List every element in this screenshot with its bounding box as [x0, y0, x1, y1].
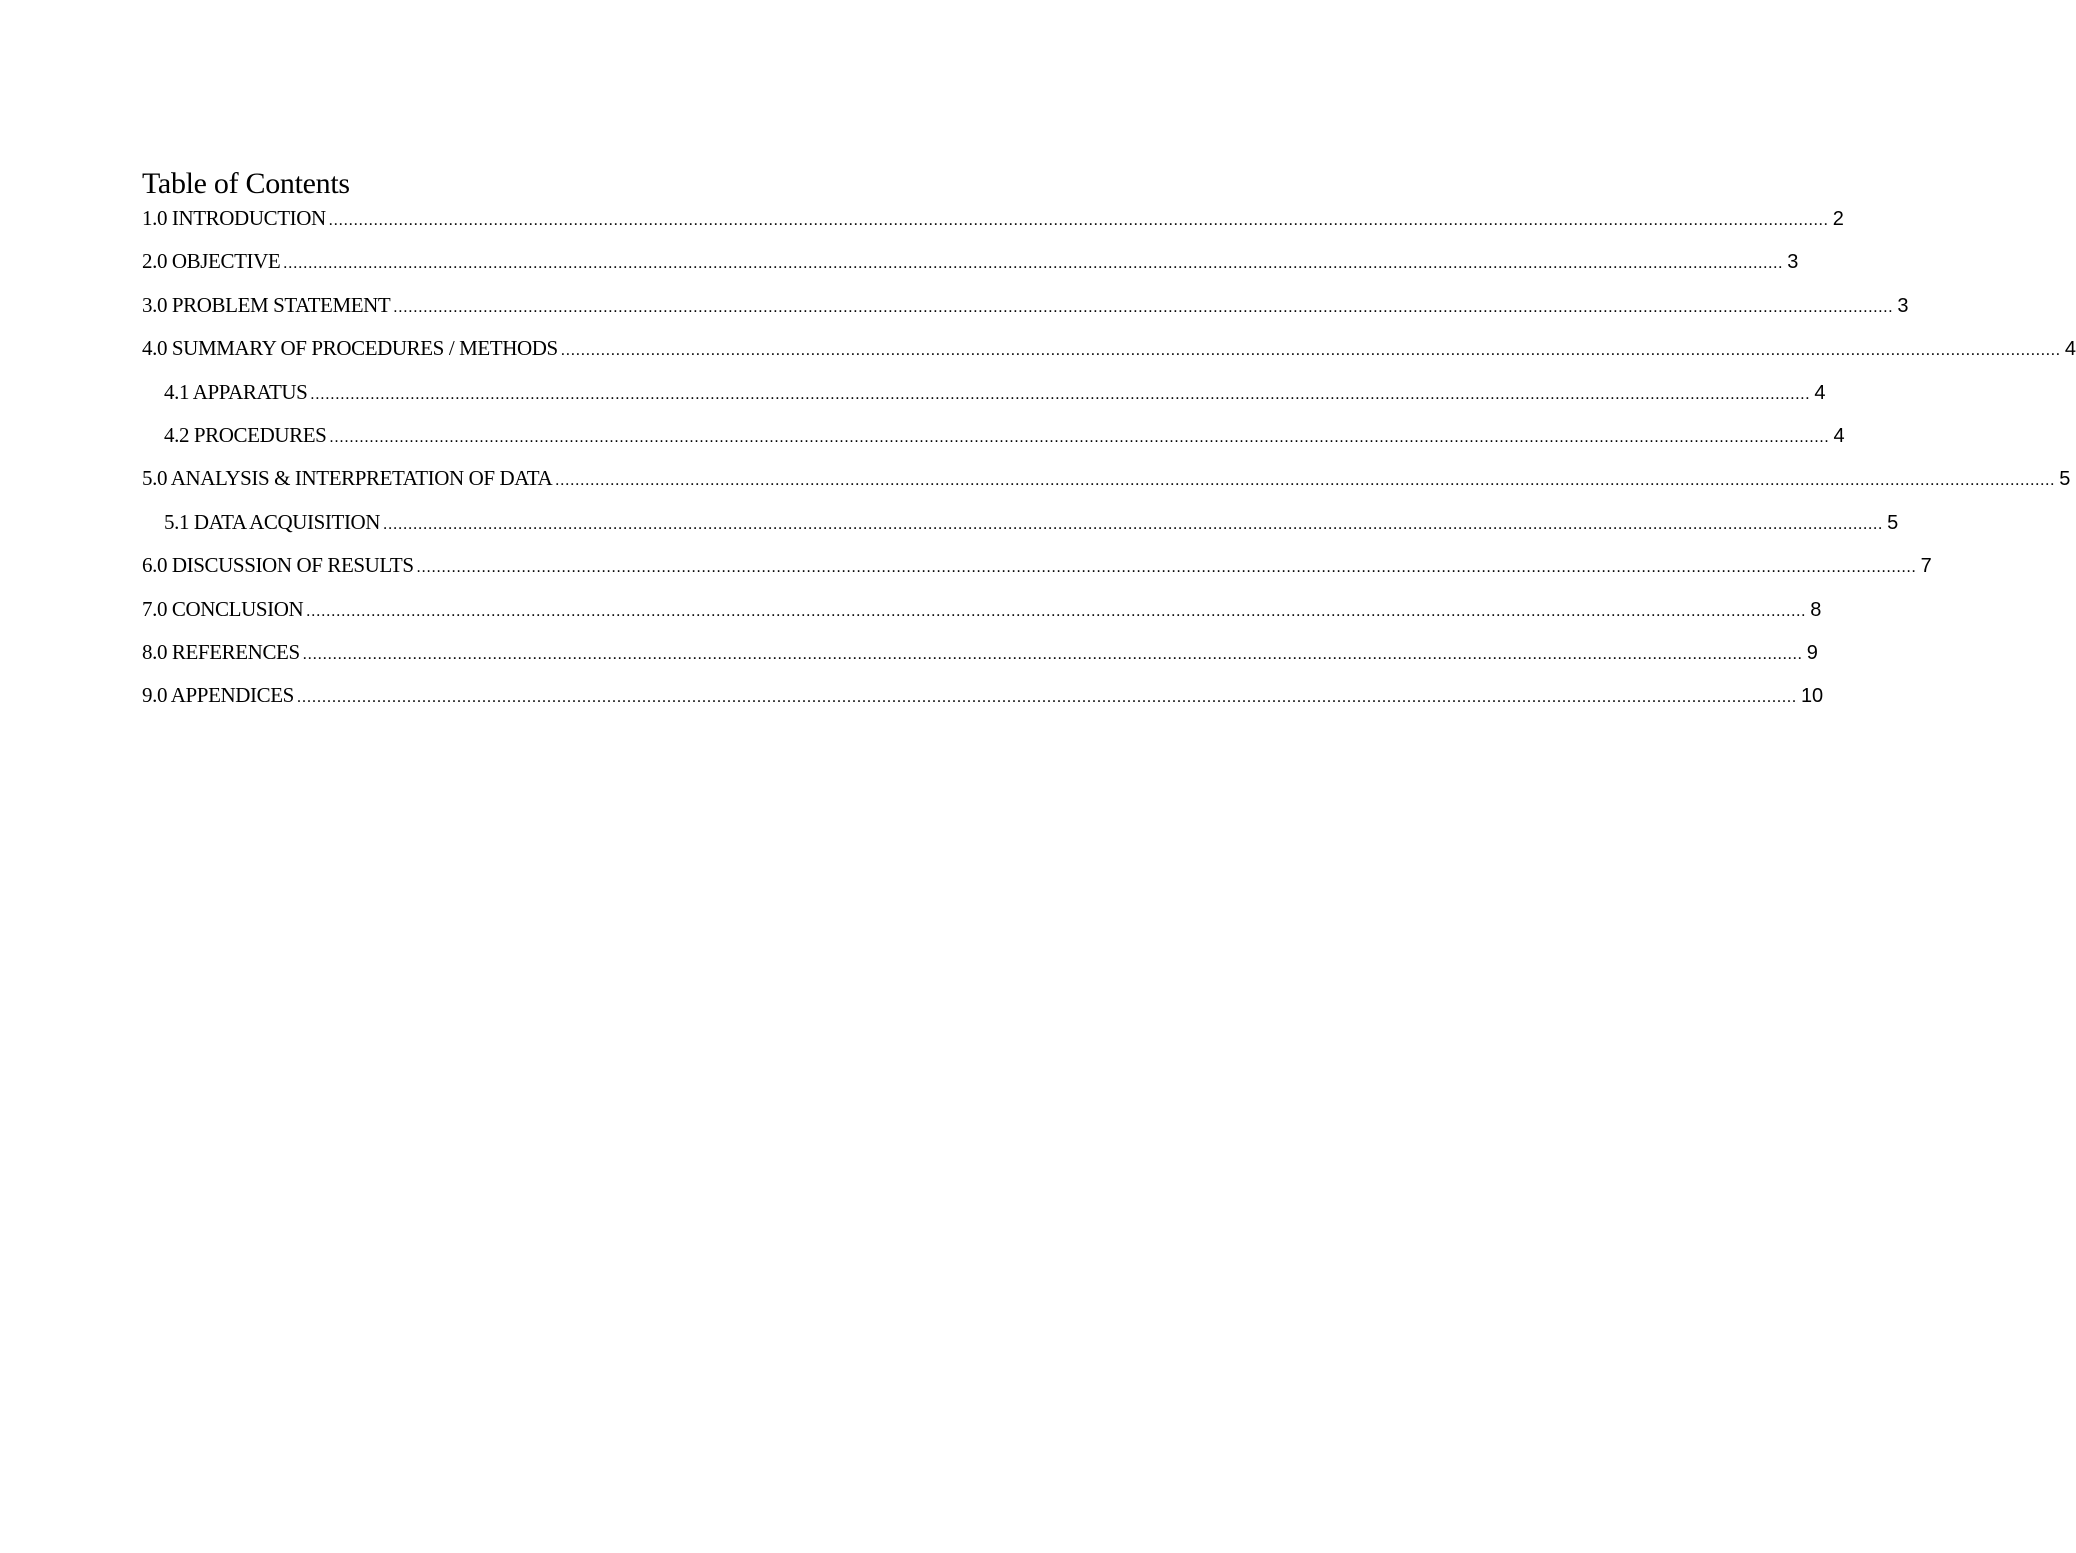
toc-dot-leader: ............................................................................................................................................................................................................................................................................................................: [560, 342, 2061, 360]
toc-entry-data-acquisition[interactable]: [142, 504, 1899, 547]
toc-entry-procedures[interactable]: [142, 417, 1845, 460]
toc-entry-discussion[interactable]: [142, 547, 1932, 590]
toc-page-number: 3: [1787, 251, 1799, 274]
toc-entry-summary-of-procedures[interactable]: [142, 330, 2076, 373]
toc-dot-leader: ............................................................................................................................................................................................................................................................................................................: [328, 212, 1829, 229]
toc-entry-apparatus[interactable]: [142, 374, 1826, 417]
toc-dot-leader: ............................................................................................................................................................................................................................................................................................................: [555, 472, 2056, 490]
toc-dot-leader: ............................................................................................................................................................................................................................................................................................................: [329, 428, 1830, 446]
toc-entry-analysis[interactable]: [142, 460, 2071, 503]
toc-entry-objective[interactable]: [142, 243, 1799, 286]
toc-entry-label: 9.0 APPENDICES: [142, 683, 294, 708]
toc-entry-conclusion[interactable]: [142, 591, 1822, 634]
toc-entry-label: 5.1 DATA ACQUISITION: [164, 509, 381, 534]
toc-page-number: 7: [1920, 555, 1932, 578]
toc-dot-leader: ............................................................................................................................................................................................................................................................................................................: [306, 602, 1807, 620]
toc-page-number: 3: [1897, 294, 1909, 317]
toc-page-number: 10: [1800, 685, 1824, 708]
toc-entry-introduction[interactable]: [142, 200, 1844, 243]
toc-entry-label: 4.2 PROCEDURES: [164, 422, 327, 447]
toc-entry-appendices[interactable]: [142, 677, 1824, 720]
toc-dot-leader: ............................................................................................................................................................................................................................................................................................................: [296, 689, 1797, 707]
table-of-contents: [142, 200, 2076, 721]
toc-dot-leader: ............................................................................................................................................................................................................................................................................................................: [383, 515, 1884, 533]
toc-page-number: 2: [1832, 208, 1844, 230]
toc-entry-references[interactable]: [142, 634, 1818, 677]
toc-title: Table of Contents: [142, 167, 350, 200]
toc-dot-leader: ............................................................................................................................................................................................................................................................................................................: [302, 645, 1803, 663]
toc-page-number: 5: [2059, 468, 2071, 491]
toc-page-number: 4: [1833, 424, 1845, 447]
toc-entry-label: 4.1 APPARATUS: [164, 379, 308, 404]
toc-entry-label: 1.0 INTRODUCTION: [142, 206, 326, 230]
toc-entry-label: 6.0 DISCUSSION OF RESULTS: [142, 553, 414, 578]
toc-page-number: 4: [1814, 381, 1826, 404]
toc-dot-leader: ............................................................................................................................................................................................................................................................................................................: [283, 255, 1784, 273]
toc-entry-label: 2.0 OBJECTIVE: [142, 249, 281, 274]
toc-page-number: 9: [1806, 641, 1818, 664]
toc-dot-leader: ............................................................................................................................................................................................................................................................................................................: [393, 298, 1894, 316]
toc-dot-leader: ............................................................................................................................................................................................................................................................................................................: [416, 559, 1917, 577]
toc-entry-label: 7.0 CONCLUSION: [142, 596, 304, 621]
toc-page-number: 4: [2064, 338, 2076, 361]
toc-page-number: 5: [1887, 511, 1899, 534]
toc-dot-leader: ............................................................................................................................................................................................................................................................................................................: [310, 385, 1811, 403]
toc-entry-label: 5.0 ANALYSIS & INTERPRETATION OF DATA: [142, 466, 553, 491]
toc-page-number: 8: [1810, 598, 1822, 621]
toc-entry-label: 8.0 REFERENCES: [142, 639, 300, 664]
toc-entry-problem-statement[interactable]: [142, 287, 1909, 330]
toc-entry-label: 3.0 PROBLEM STATEMENT: [142, 292, 391, 317]
toc-entry-label: 4.0 SUMMARY OF PROCEDURES / METHODS: [142, 336, 558, 361]
